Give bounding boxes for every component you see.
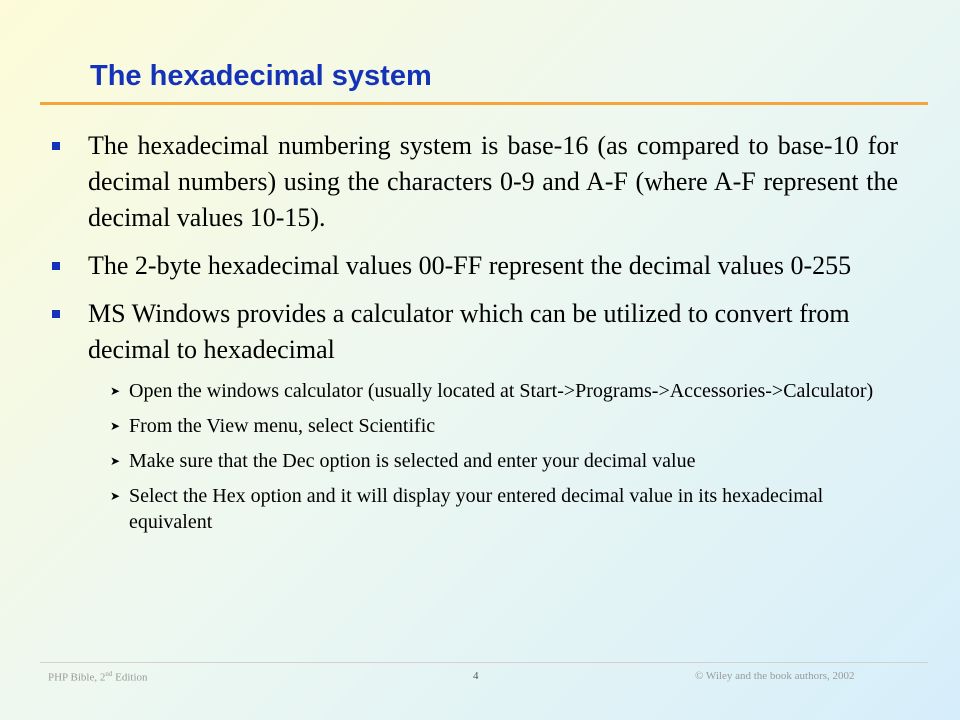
slide-title: The hexadecimal system [90, 60, 432, 92]
arrow-bullet-icon: ➤ [110, 489, 121, 503]
square-bullet-icon [52, 142, 60, 150]
sub-bullet-item [48, 413, 898, 439]
square-bullet-icon [52, 310, 60, 318]
title-underline [40, 102, 928, 105]
footer-book-title: PHP Bible, 2nd Edition [48, 670, 148, 684]
sub-bullet-item [48, 378, 898, 404]
sub-bullet-item [48, 448, 898, 474]
sub-bullet-text: Open the windows calculator (usually located at Start->Programs->Accessories->Calculator) [129, 380, 874, 402]
footer-copyright: © Wiley and the book authors, 2002 [695, 670, 855, 682]
sub-bullet-text: Make sure that the Dec option is selected and enter your decimal value [129, 450, 696, 472]
arrow-bullet-icon: ➤ [110, 384, 121, 398]
square-bullet-icon [52, 262, 60, 270]
bullet-item [48, 296, 898, 368]
bullet-text: The hexadecimal numbering system is base-16 (as compared to base-10 for decimal numbers) using the characters 0-9 and A-F (where A-F represent the decimal values 10-15). [88, 131, 898, 232]
bullet-item [48, 128, 898, 236]
footer-divider [40, 662, 928, 663]
arrow-bullet-icon: ➤ [110, 454, 121, 468]
slide-content [48, 128, 898, 544]
sub-bullet-text: From the View menu, select Scientific [129, 415, 436, 437]
sub-bullet-text: Select the Hex option and it will display your entered decimal value in its hexadecimal equivalent [129, 485, 824, 533]
sub-bullet-list [48, 378, 898, 535]
sub-bullet-item [48, 483, 898, 535]
page-number: 4 [473, 670, 479, 682]
bullet-item [48, 248, 898, 284]
arrow-bullet-icon: ➤ [110, 419, 121, 433]
bullet-text: MS Windows provides a calculator which can be utilized to convert from decimal to hexadecimal [88, 299, 850, 364]
bullet-text: The 2-byte hexadecimal values 00-FF represent the decimal values 0-255 [88, 251, 852, 280]
